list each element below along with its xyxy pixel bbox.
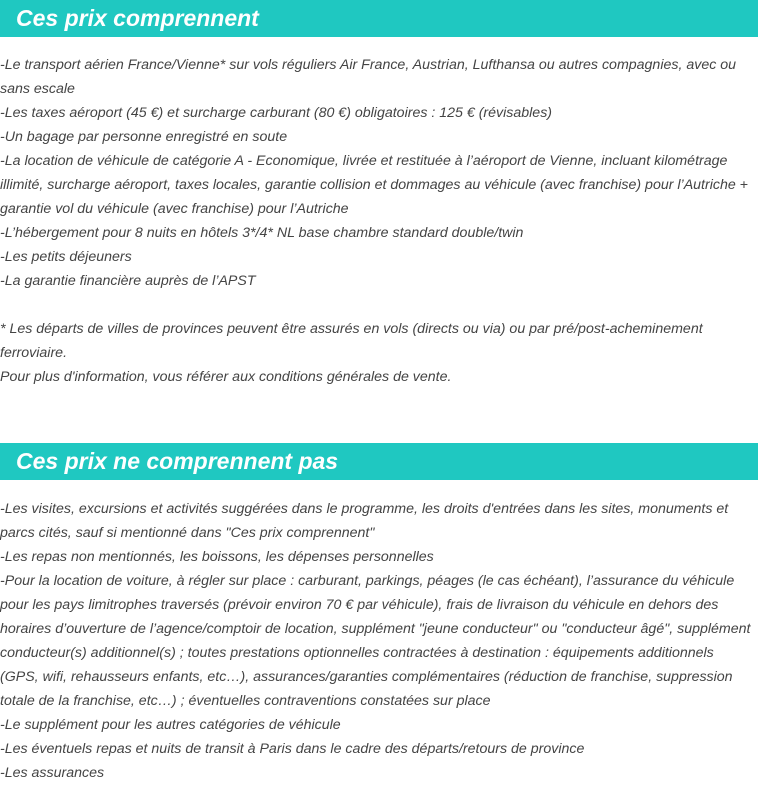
included-item-baggage: -Un bagage par personne enregistré en soute (0, 129, 288, 145)
included-item-airport-taxes: -Les taxes aéroport (45 €) et surcharge carburant (80 €) obligatoires : 125 € (révisables) (0, 105, 553, 121)
excluded-item-visits: -Les visites, excursions et activités suggérées dans le programme, les droits d'entrées dans les sites, monuments et parcs cités, sauf si mentionné dans "Ces prix comprennent" (0, 501, 729, 541)
excluded-item-paris-transit: -Les éventuels repas et nuits de transit à Paris dans le cadre des départs/retours de province (0, 741, 585, 757)
included-item-breakfast: -Les petits déjeuners (0, 249, 132, 265)
excluded-item-insurance: -Les assurances (0, 765, 105, 781)
included-list (0, 53, 758, 293)
excluded-list (0, 497, 758, 785)
excluded-item-car-rental-extras: -Pour la location de voiture, à régler sur place : carburant, parkings, péages (le cas échéant), l’assurance du véhicule pour les pays limitrophes traversés (prévoir environ 70 € par véhicule), frais de livraison du véhicule en dehors des horaires d’ouverture de l’agence/comptoir de location, supplément "jeune conducteur" ou "conducteur âgé", supplément conducteur(s) additionnel(s) ; toutes prestations optionnelles contractées à destination : équipements additionnels (GPS, wifi, rehausseurs enfants, etc…), assurances/garanties complémentaires (réduction de franchise, suppression totale de la franchise, etc…) ; éventuelles contraventions constatées sur place (0, 573, 751, 709)
included-section-title: Ces prix comprennent (0, 0, 758, 37)
provincial-departures-footnote: * Les départs de villes de provinces peuvent être assurés en vols (directs ou via) ou par pré/post-acheminement ferroviaire. (0, 321, 703, 361)
included-footnote-block (0, 317, 758, 389)
included-item-accommodation: -L’hébergement pour 8 nuits en hôtels 3*/4* NL base chambre standard double/twin (0, 225, 524, 241)
included-item-air-transport: -Le transport aérien France/Vienne* sur vols réguliers Air France, Austrian, Lufthansa ou autres compagnies, avec ou sans escale (0, 57, 737, 97)
included-item-financial-guarantee: -La garantie financière auprès de l’APST (0, 273, 256, 289)
excluded-item-vehicle-category-supplement: -Le supplément pour les autres catégories de véhicule (0, 717, 341, 733)
excluded-section-title: Ces prix ne comprennent pas (0, 443, 758, 480)
excluded-item-meals-drinks: -Les repas non mentionnés, les boissons, les dépenses personnelles (0, 549, 434, 565)
included-item-car-rental: -La location de véhicule de catégorie A - Economique, livrée et restituée à l’aéroport de Vienne, incluant kilométrage illimité, surcharge aéroport, taxes locales, garantie collision et dommages au véhicule (avec franchise) pour l’Autriche + garantie vol du véhicule (avec franchise) pour l’Autriche (0, 153, 748, 217)
more-info-note: Pour plus d'information, vous référer aux conditions générales de vente. (0, 369, 452, 385)
